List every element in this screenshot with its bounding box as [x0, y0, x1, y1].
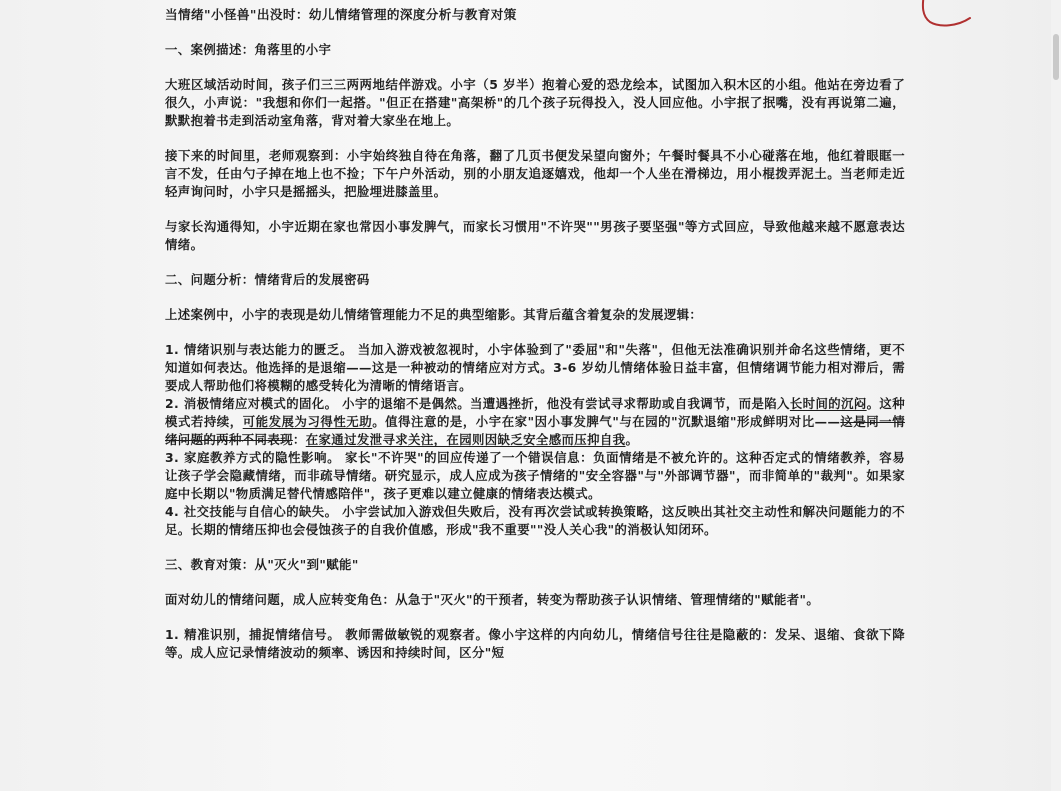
underlined-phrase-2: 可能发展为习得性无助: [242, 414, 373, 429]
section-2-intro: 上述案例中，小宇的表现是幼儿情绪管理能力不足的典型缩影。其背后蕴含着复杂的发展逻辑：: [165, 307, 703, 322]
section-2-item-1: 1. 情绪识别与表达能力的匮乏。 当加入游戏被忽视时，小宇体验到了"委屈"和"失落"，但他无法准确识别并命名这些情绪，更不知道如何表达。他选择的是退缩——这是一种被动的情绪应对方式。3-6 岁幼儿情绪体验日益丰富，但情绪调节能力相对滞后，需要成人帮助他们将模糊的感受转化为清晰的情绪语言。: [165, 342, 905, 393]
item-2-text-c: 。值得注意的是，小宇在家"因小事发脾气"与在园的"沉默退缩"形成鲜明对比——: [372, 414, 841, 429]
struck-phrase: 这是同一情绪问题的两种不同表现: [165, 414, 905, 447]
item-2-text-a: 2. 消极情绪应对模式的固化。 小宇的退缩不是偶然。当遭遇挫折，他没有尝试寻求帮助或自我调节，而是陷入: [165, 396, 790, 411]
item-2-text-d: ：: [292, 432, 306, 447]
underlined-phrase-1: 长时间的沉闷: [789, 396, 867, 411]
section-1-paragraph-1: 大班区域活动时间，孩子们三三两两地结伴游戏。小宇（5 岁半）抱着心爱的恐龙绘本，试图加入积木区的小组。他站在旁边看了很久，小声说："我想和你们一起搭。"但正在搭建"高架桥"的几个孩子玩得投入，没人回应他。小宇抿了抿嘴，没有再说第二遍，默默抱着书走到活动室角落，背对着大家坐在地上。: [165, 77, 905, 128]
section-1-paragraph-3: 与家长沟通得知，小宇近期在家也常因小事发脾气，而家长习惯用"不许哭""男孩子要坚强"等方式回应，导致他越来越不愿意表达情绪。: [165, 219, 905, 252]
section-2-heading: 二、问题分析：情绪背后的发展密码: [165, 272, 370, 287]
red-pen-mark: [918, 0, 978, 34]
section-3-intro: 面对幼儿的情绪问题，成人应转变角色：从急于"灭火"的干预者，转变为帮助孩子认识情绪、管理情绪的"赋能者"。: [165, 592, 820, 607]
document-title: 当情绪"小怪兽"出没时：幼儿情绪管理的深度分析与教育对策: [165, 7, 517, 22]
underlined-phrase-3: 在家通过发泄寻求关注，在园则因缺乏安全感而压抑自我: [305, 432, 626, 447]
section-2-item-2: [165, 395, 905, 449]
item-2-text-e: 。: [625, 432, 639, 447]
scrollbar-thumb[interactable]: [1053, 34, 1059, 80]
document-body: [165, 6, 905, 662]
section-2-item-3: 3. 家庭教养方式的隐性影响。 家长"不许哭"的回应传递了一个错误信息：负面情绪是不被允许的。这种否定式的情绪教养，容易让孩子学会隐藏情绪，而非疏导情绪。研究显示，成人应成为孩子情绪的"安全容器"与"外部调节器"，而非简单的"裁判"。如果家庭中长期以"物质满足替代情感陪伴"，孩子更难以建立健康的情绪表达模式。: [165, 450, 905, 501]
section-1-paragraph-2: 接下来的时间里，老师观察到：小宇始终独自待在角落，翻了几页书便发呆望向窗外；午餐时餐具不小心碰落在地，他红着眼眶一言不发，任由勺子掉在地上也不捡；下午户外活动，别的小朋友追逐嬉戏，他却一个人坐在滑梯边，用小棍拨弄泥土。当老师走近轻声询问时，小宇只是摇摇头，把脸埋进膝盖里。: [165, 148, 905, 199]
section-2-item-4: 4. 社交技能与自信心的缺失。 小宇尝试加入游戏但失败后，没有再次尝试或转换策略，这反映出其社交主动性和解决问题能力的不足。长期的情绪压抑也会侵蚀孩子的自我价值感，形成"我不重要""没人关心我"的消极认知闭环。: [165, 504, 905, 537]
section-3-item-1: 1. 精准识别，捕捉情绪信号。 教师需做敏锐的观察者。像小宇这样的内向幼儿，情绪信号往往是隐蔽的：发呆、退缩、食欲下降等。成人应记录情绪波动的频率、诱因和持续时间，区分"短: [165, 627, 905, 660]
vertical-scrollbar[interactable]: [1051, 0, 1061, 791]
section-1-heading: 一、案例描述：角落里的小宇: [165, 42, 332, 57]
section-3-heading: 三、教育对策：从"灭火"到"赋能": [165, 557, 359, 572]
item-2-text-b: 。这种模式若持续，: [165, 396, 906, 429]
